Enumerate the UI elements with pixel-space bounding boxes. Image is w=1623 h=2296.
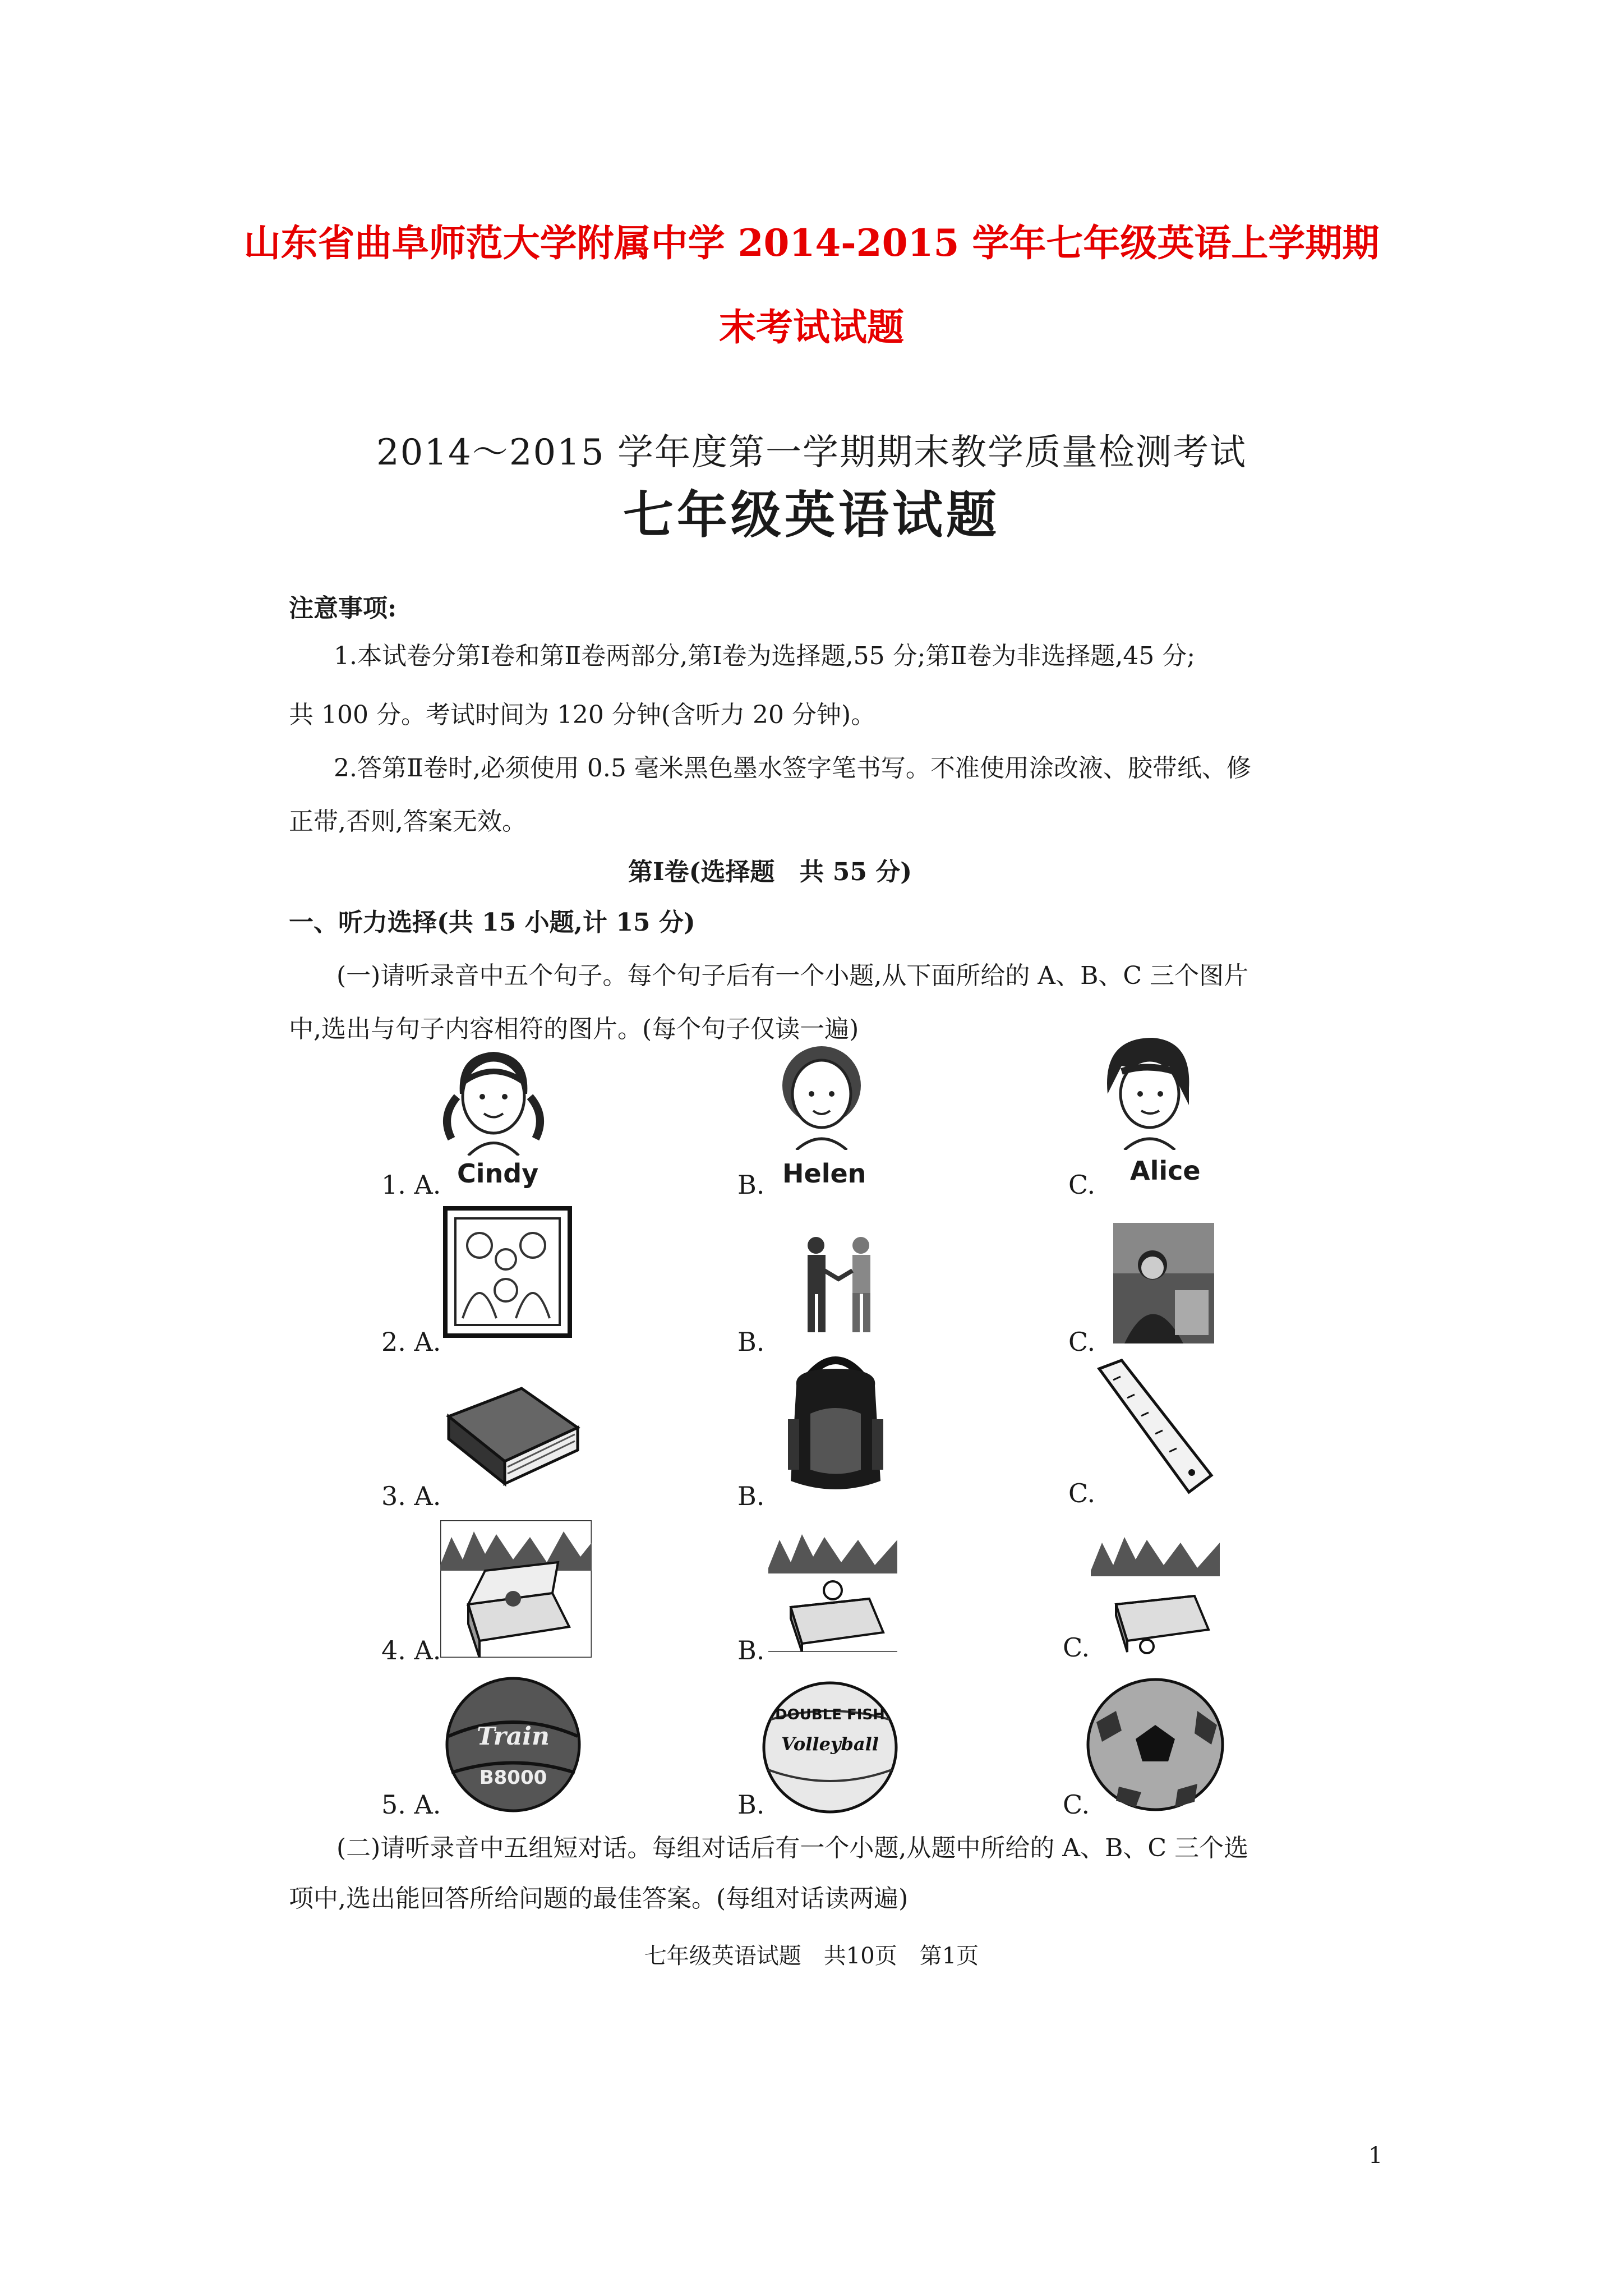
box-scene-b-image xyxy=(768,1523,897,1652)
q3-option-b-label: B. xyxy=(737,1481,765,1511)
q3-option-a-label: 3. A. xyxy=(381,1481,441,1511)
volleyball-label-text: Volleyball xyxy=(781,1733,879,1755)
part1-instruction-line1: (一)请听录音中五个句子。每个句子后有一个小题,从下面所给的 A、B、C 三个图片 xyxy=(336,961,1249,990)
notes-item2-line1: 2.答第Ⅱ卷时,必须使用 0.5 毫米黑色墨水签字笔书写。不准使用涂改液、胶带纸、修 xyxy=(334,754,1251,783)
portrait-helen-image xyxy=(766,1038,878,1150)
basketball-model-text: B8000 xyxy=(479,1766,547,1789)
name-alice: Alice xyxy=(1130,1156,1201,1186)
scan-page-footer: 七年级英语试题 共10页 第1页 xyxy=(644,1943,979,1969)
part1-instruction-line2: 中,选出与句子内容相符的图片。(每个句子仅读一遍) xyxy=(289,1015,859,1043)
portrait-alice-image xyxy=(1091,1032,1203,1150)
book-image xyxy=(437,1383,583,1487)
box-scene-c-image xyxy=(1091,1526,1220,1658)
q5-option-b-label: B. xyxy=(737,1789,765,1820)
basketball-image xyxy=(443,1674,583,1815)
part2-instruction-line2: 项中,选出能回答所给问题的最佳答案。(每组对话读两遍) xyxy=(289,1884,909,1913)
q1-option-c-label: C. xyxy=(1068,1170,1096,1200)
portrait-cindy-image xyxy=(435,1043,552,1156)
notes-item1-line2: 共 100 分。考试时间为 120 分钟(含听力 20 分钟)。 xyxy=(289,701,876,729)
listening-heading: 一、听力选择(共 15 小题,计 15 分) xyxy=(289,908,695,937)
q2-option-c-label: C. xyxy=(1068,1327,1096,1357)
q1-option-b-label: B. xyxy=(737,1170,765,1200)
q5-option-c-label: C. xyxy=(1063,1789,1090,1820)
notes-item1-line1: 1.本试卷分第Ⅰ卷和第Ⅱ卷两部分,第Ⅰ卷为选择题,55 分;第Ⅱ卷为非选择题,45 分; xyxy=(334,642,1196,670)
section1-title: 第Ⅰ卷(选择题 共 55 分) xyxy=(628,858,912,886)
q4-option-c-label: C. xyxy=(1063,1632,1090,1663)
volleyball-image xyxy=(760,1680,900,1815)
page-number: 1 xyxy=(1368,2143,1383,2169)
q2-option-a-label: 2. A. xyxy=(381,1327,441,1357)
q5-option-a-label: 5. A. xyxy=(381,1789,441,1820)
q3-option-c-label: C. xyxy=(1068,1478,1096,1508)
basketball-brand-text: Train xyxy=(477,1722,550,1751)
q1-option-a-label: 1. A. xyxy=(381,1170,441,1200)
q4-option-a-label: 4. A. xyxy=(381,1635,441,1665)
ruler-image xyxy=(1088,1358,1223,1498)
notes-item2-line2: 正带,否则,答案无效。 xyxy=(289,807,527,836)
soccer-ball-image xyxy=(1085,1677,1225,1812)
handshake-image xyxy=(791,1231,886,1335)
part2-instruction-line1: (二)请听录音中五组短对话。每组对话后有一个小题,从题中所给的 A、B、C 三个选 xyxy=(336,1834,1249,1862)
volleyball-brand-text: DOUBLE FISH xyxy=(775,1706,885,1723)
name-helen: Helen xyxy=(782,1158,866,1189)
q4-option-b-label: B. xyxy=(737,1635,765,1665)
exam-header: 2014～2015 学年度第一学期期末教学质量检测考试 xyxy=(376,432,1247,473)
box-scene-a-image xyxy=(440,1520,592,1658)
notes-heading: 注意事项: xyxy=(289,594,397,623)
name-cindy: Cindy xyxy=(457,1158,539,1189)
family-photo-frame-image xyxy=(443,1206,572,1338)
backpack-image xyxy=(777,1352,895,1498)
q2-option-b-label: B. xyxy=(737,1327,765,1357)
document-title-line2: 末考试试题 xyxy=(719,305,904,349)
exam-subject-title: 七年级英语试题 xyxy=(623,485,1000,545)
document-title-line1: 山东省曲阜师范大学附属中学 2014-2015 学年七年级英语上学期期 xyxy=(243,221,1380,265)
people-photo-image xyxy=(1113,1223,1214,1343)
